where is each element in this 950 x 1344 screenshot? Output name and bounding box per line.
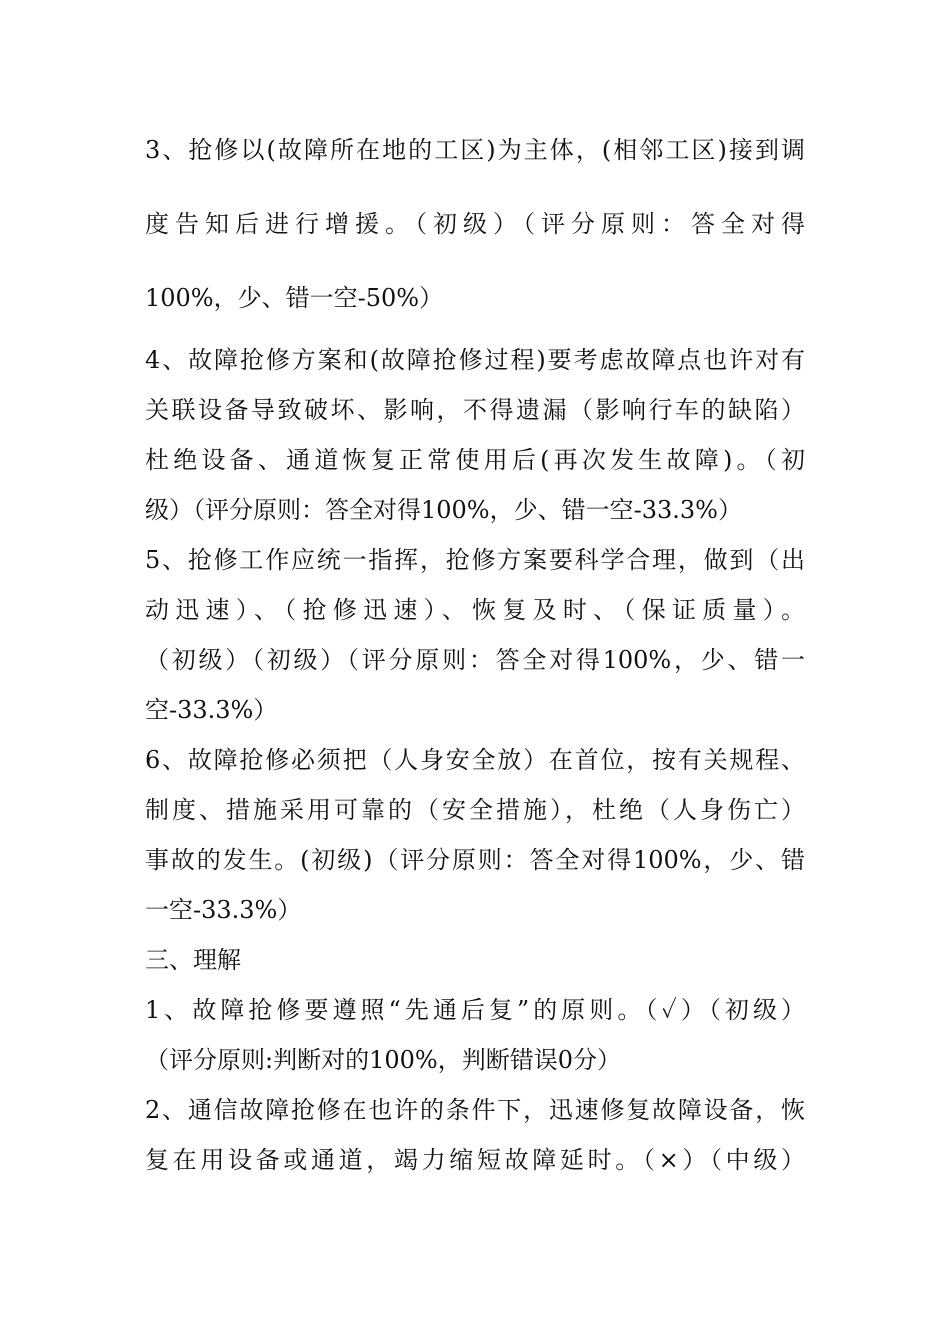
text-line-item6-b: 制度、措施采用可靠的（安全措施），杜绝（人身伤亡） <box>145 796 805 824</box>
text-line-item4-a: 4、故障抢修方案和(故障抢修过程)要考虑故障点也许对有 <box>145 346 805 374</box>
text-line-item4-c: 杜绝设备、通道恢复正常使用后(再次发生故障)。（初 <box>145 446 805 474</box>
text-line-item5-b: 动迅速）、（抢修迅速）、恢复及时、（保证质量）。 <box>145 596 805 624</box>
text-line-judge2-b: 复在用设备或通道，竭力缩短故障延时。（×）（中级） <box>145 1146 805 1174</box>
text-line-item6-c: 事故的发生。(初级)（评分原则：答全对得100%，少、错 <box>145 846 805 874</box>
text-line-item3-c: 100%，少、错一空-50%） <box>145 284 444 312</box>
text-line-item5-c: （初级）（初级）（评分原则：答全对得100%，少、错一 <box>145 646 805 674</box>
text-line-judge2-a: 2、通信故障抢修在也许的条件下，迅速修复故障设备，恢 <box>145 1096 805 1124</box>
text-line-item5-d: 空-33.3%） <box>145 696 278 724</box>
text-line-item3-a: 3、抢修以(故障所在地的工区)为主体，(相邻工区)接到调 <box>145 136 805 164</box>
text-line-item6-a: 6、故障抢修必须把（人身安全放）在首位，按有关规程、 <box>145 746 805 774</box>
text-line-item4-b: 关联设备导致破坏、影响，不得遗漏（影响行车的缺陷） <box>145 396 805 424</box>
text-line-item6-d: 一空-33.3%） <box>145 896 302 924</box>
section-heading: 三、理解 <box>145 946 241 974</box>
text-line-judge1-a: 1、故障抢修要遵照“先通后复”的原则。（✓）（初级） <box>145 996 805 1024</box>
text-line-item4-d: 级）（评分原则：答全对得100%，少、错一空-33.3%） <box>145 496 742 524</box>
text-line-item3-b: 度告知后进行增援。（初级）（评分原则：答全对得 <box>145 210 805 238</box>
text-line-item5-a: 5、抢修工作应统一指挥，抢修方案要科学合理，做到（出 <box>145 546 805 574</box>
text-line-judge1-b: （评分原则:判断对的100%，判断错误0分） <box>145 1046 621 1074</box>
